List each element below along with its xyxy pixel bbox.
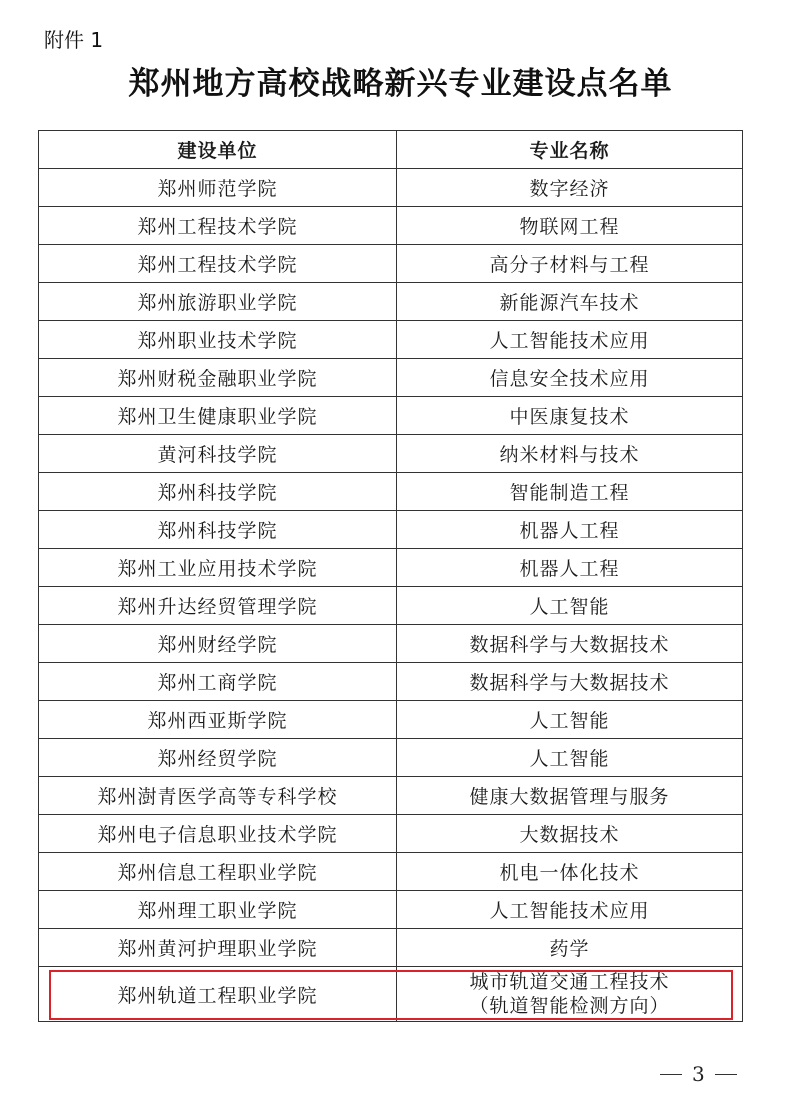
major-cell: 机器人工程 xyxy=(397,549,743,587)
table-row xyxy=(39,587,743,625)
major-cell: 机器人工程 xyxy=(397,511,743,549)
unit-cell: 郑州科技学院 xyxy=(39,473,397,511)
major-line-1: 城市轨道交通工程技术 xyxy=(469,971,670,993)
attachment-label: 附件 1 xyxy=(44,28,104,52)
table-row xyxy=(39,169,743,207)
major-line-2: （轨道智能检测方向） xyxy=(469,995,670,1017)
table-row xyxy=(39,435,743,473)
page-footer xyxy=(660,1062,737,1086)
unit-cell: 郑州职业技术学院 xyxy=(39,321,397,359)
table-row xyxy=(39,549,743,587)
unit-cell: 郑州黄河护理职业学院 xyxy=(39,929,397,967)
unit-cell: 郑州工商学院 xyxy=(39,663,397,701)
major-cell: 人工智能 xyxy=(397,701,743,739)
unit-cell: 郑州工程技术学院 xyxy=(39,207,397,245)
table-row xyxy=(39,929,743,967)
major-cell: 智能制造工程 xyxy=(397,473,743,511)
table-row xyxy=(39,815,743,853)
unit-cell: 郑州财经学院 xyxy=(39,625,397,663)
major-cell: 大数据技术 xyxy=(397,815,743,853)
unit-cell: 郑州澍青医学高等专科学校 xyxy=(39,777,397,815)
major-cell: 中医康复技术 xyxy=(397,397,743,435)
major-cell: 药学 xyxy=(397,929,743,967)
table-row xyxy=(39,739,743,777)
table-row xyxy=(39,397,743,435)
major-cell: 健康大数据管理与服务 xyxy=(397,777,743,815)
table-row xyxy=(39,663,743,701)
table-body xyxy=(39,169,743,1022)
unit-cell: 郑州轨道工程职业学院 xyxy=(39,967,397,1022)
page-dash-right xyxy=(715,1074,737,1075)
unit-cell: 郑州西亚斯学院 xyxy=(39,701,397,739)
unit-cell: 郑州电子信息职业技术学院 xyxy=(39,815,397,853)
major-cell: 高分子材料与工程 xyxy=(397,245,743,283)
major-cell: 机电一体化技术 xyxy=(397,853,743,891)
unit-cell: 郑州科技学院 xyxy=(39,511,397,549)
table-row xyxy=(39,891,743,929)
unit-cell: 郑州升达经贸管理学院 xyxy=(39,587,397,625)
unit-cell: 郑州经贸学院 xyxy=(39,739,397,777)
major-cell: 纳米材料与技术 xyxy=(397,435,743,473)
unit-cell: 郑州旅游职业学院 xyxy=(39,283,397,321)
column-header-unit: 建设单位 xyxy=(39,131,397,169)
major-cell: 新能源汽车技术 xyxy=(397,283,743,321)
unit-cell: 郑州工程技术学院 xyxy=(39,245,397,283)
column-header-major: 专业名称 xyxy=(397,131,743,169)
table-row-highlighted xyxy=(39,967,743,1022)
page-number: 3 xyxy=(692,1062,705,1086)
major-cell: 信息安全技术应用 xyxy=(397,359,743,397)
table-row xyxy=(39,321,743,359)
unit-cell: 黄河科技学院 xyxy=(39,435,397,473)
table-row xyxy=(39,473,743,511)
table-row xyxy=(39,777,743,815)
major-cell: 数字经济 xyxy=(397,169,743,207)
unit-cell: 郑州信息工程职业学院 xyxy=(39,853,397,891)
table-row xyxy=(39,511,743,549)
major-cell: 人工智能 xyxy=(397,587,743,625)
page-dash-left xyxy=(660,1074,682,1075)
unit-cell: 郑州工业应用技术学院 xyxy=(39,549,397,587)
table-row xyxy=(39,359,743,397)
major-cell xyxy=(397,967,743,1022)
major-cell: 人工智能技术应用 xyxy=(397,891,743,929)
table-row xyxy=(39,701,743,739)
table-row xyxy=(39,207,743,245)
major-cell: 物联网工程 xyxy=(397,207,743,245)
table-row xyxy=(39,625,743,663)
major-cell: 数据科学与大数据技术 xyxy=(397,625,743,663)
construction-list-table xyxy=(38,130,743,1022)
document-title: 郑州地方高校战略新兴专业建设点名单 xyxy=(128,66,673,102)
unit-cell: 郑州师范学院 xyxy=(39,169,397,207)
table-row xyxy=(39,853,743,891)
major-cell: 人工智能 xyxy=(397,739,743,777)
table-row xyxy=(39,283,743,321)
table-header-row xyxy=(39,131,743,169)
unit-cell: 郑州财税金融职业学院 xyxy=(39,359,397,397)
major-cell: 数据科学与大数据技术 xyxy=(397,663,743,701)
unit-cell: 郑州理工职业学院 xyxy=(39,891,397,929)
unit-cell: 郑州卫生健康职业学院 xyxy=(39,397,397,435)
major-cell: 人工智能技术应用 xyxy=(397,321,743,359)
table-row xyxy=(39,245,743,283)
